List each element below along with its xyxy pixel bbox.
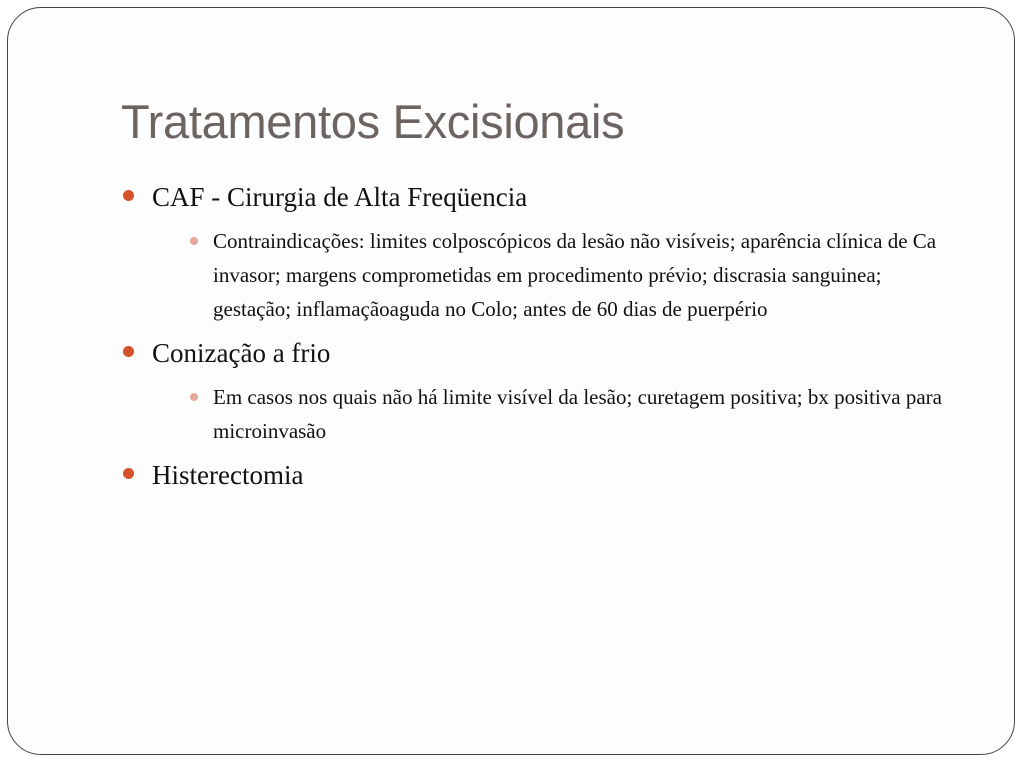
bullet-item-histerectomia (121, 454, 961, 496)
bullet-dot-icon (123, 190, 134, 201)
sub-bullet-item (152, 380, 961, 448)
sub-bullet-list (152, 380, 961, 448)
slide-frame (7, 7, 1015, 755)
bullet-dot-icon (123, 346, 134, 357)
sub-bullet-item (152, 224, 961, 326)
bullet-list (121, 176, 961, 496)
bullet-dot-icon (123, 468, 134, 479)
bullet-text: Conização a frio (152, 338, 331, 368)
sub-bullet-text: Contraindicações: limites colposcópicos da lesão não visíveis; aparência clínica de Ca invasor; margens comprometidas em procedimento prévio; discrasia sanguinea; gestação; inflamaçãoaguda no Colo; antes de 60 dias de puerpério (213, 229, 937, 321)
bullet-text: Histerectomia (152, 460, 304, 490)
sub-bullet-text: Em casos nos quais não há limite visível da lesão; curetagem positiva; bx positiva para microinvasão (213, 385, 942, 443)
sub-bullet-dot-icon (190, 393, 198, 401)
bullet-text: CAF - Cirurgia de Alta Freqüencia (152, 182, 528, 212)
bullet-item-conizacao (121, 332, 961, 448)
sub-bullet-dot-icon (190, 237, 198, 245)
sub-bullet-list (152, 224, 961, 326)
slide-title: Tratamentos Excisionais (121, 95, 625, 148)
bullet-item-caf (121, 176, 961, 326)
